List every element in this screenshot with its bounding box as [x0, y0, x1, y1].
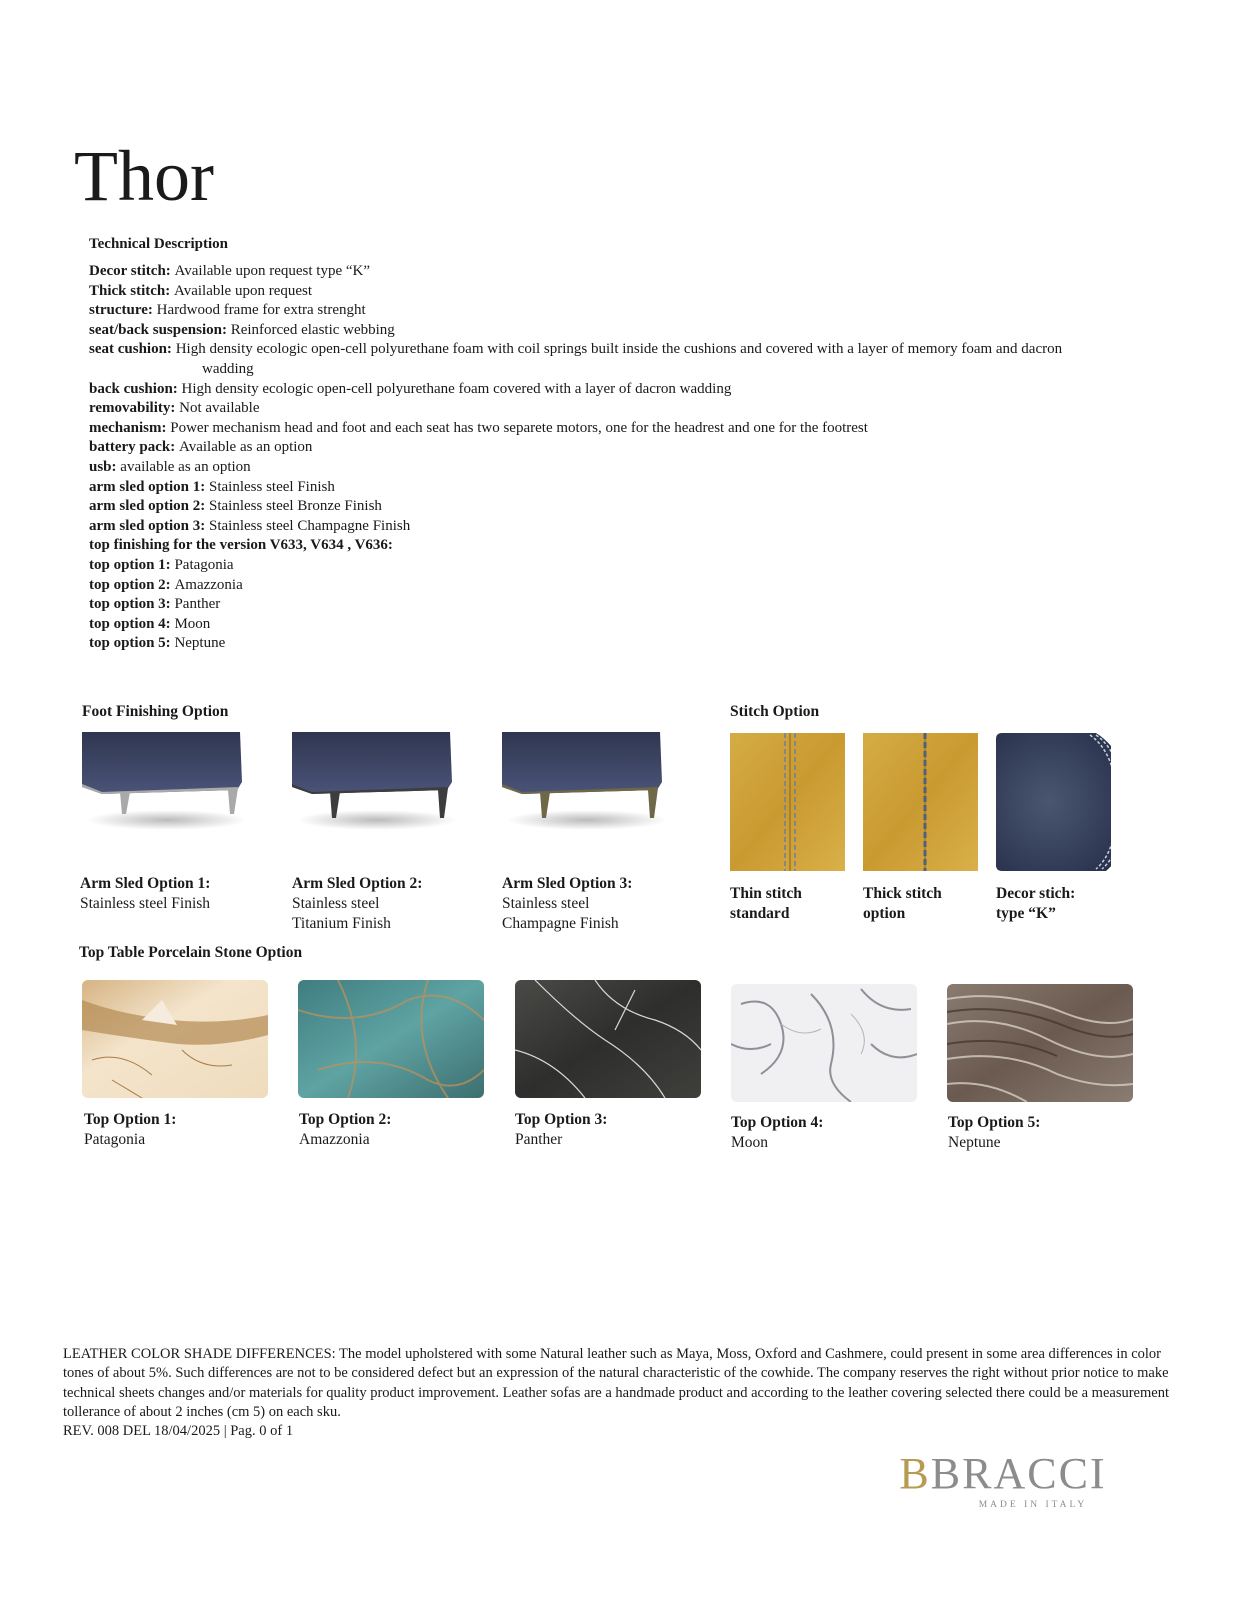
option-title: Arm Sled Option 2:	[292, 875, 423, 892]
spec-label: seat/back suspension:	[89, 321, 231, 338]
spec-value: Hardwood frame for extra strenght	[156, 302, 366, 319]
option-desc: Stainless steel	[502, 895, 590, 912]
spec-label: mechanism:	[89, 419, 171, 436]
option-title: Thin stitch	[730, 885, 802, 902]
stitch-thin-label	[730, 884, 802, 924]
spec-label: top option 1:	[89, 556, 175, 573]
stone-swatch-amazzonia	[298, 980, 484, 1098]
spec-value: Available as an option	[179, 439, 313, 456]
stitch-swatch-thin	[730, 733, 845, 871]
stone-swatch-moon	[731, 984, 917, 1102]
spec-label: back cushion:	[89, 380, 182, 397]
arm-sled-option-2-label	[292, 874, 422, 934]
spec-label: top option 4:	[89, 615, 175, 632]
option-desc: type “K”	[996, 905, 1056, 922]
option-desc: Moon	[731, 1134, 769, 1151]
revision-text: REV. 008 DEL 18/04/2025 | Pag. 0 of 1	[63, 1423, 294, 1439]
foot-finishing-title: Foot Finishing Option	[82, 703, 229, 720]
option-title: Top Option 1:	[84, 1111, 177, 1128]
spec-row	[89, 556, 1169, 576]
option-desc: Neptune	[948, 1134, 1001, 1151]
logo-wordmark	[878, 1449, 1128, 1498]
option-desc: Stainless steel	[292, 895, 380, 912]
top-option-2-label	[299, 1110, 391, 1150]
option-title: Top Option 3:	[515, 1111, 608, 1128]
spec-value: Stainless steel Champagne Finish	[209, 517, 411, 534]
spec-row	[89, 478, 1169, 498]
spec-value: Stainless steel Bronze Finish	[209, 498, 382, 515]
spec-value: Reinforced elastic webbing	[230, 321, 395, 338]
spec-value: High density ecologic open-cell polyurethane foam with coil springs built inside the cushions and covered with a layer of memory foam and dacron	[175, 341, 1063, 358]
spec-row	[89, 419, 1169, 439]
spec-row	[89, 340, 1169, 360]
spec-row	[89, 321, 1169, 341]
spec-value: Available upon request	[174, 282, 313, 299]
option-title: Arm Sled Option 3:	[502, 875, 633, 892]
option-desc: Champagne Finish	[502, 915, 619, 932]
spec-row	[89, 497, 1169, 517]
spec-label: seat cushion:	[89, 341, 176, 358]
spec-value: Amazzonia	[174, 576, 243, 593]
option-title: Top Option 2:	[299, 1111, 392, 1128]
spec-value: Available upon request type “K”	[174, 263, 371, 279]
stone-swatch-patagonia	[82, 980, 268, 1098]
option-title: Top Option 4:	[731, 1114, 824, 1131]
bracci-logo	[878, 1449, 1128, 1510]
logo-initial: B	[899, 1449, 931, 1498]
spec-row	[89, 634, 1169, 654]
option-desc: Titanium Finish	[292, 915, 391, 932]
spec-row	[89, 282, 1169, 302]
spec-value: Moon	[174, 615, 211, 632]
stitch-swatch-thick	[863, 733, 978, 871]
spec-label: Decor stitch:	[89, 263, 175, 279]
technical-description-heading: Technical Description	[89, 236, 229, 252]
spec-row	[89, 262, 1169, 282]
spec-row	[89, 301, 1169, 321]
spec-value: Stainless steel Finish	[209, 478, 335, 495]
stone-swatch-neptune	[947, 984, 1133, 1102]
stitch-swatch-decor	[996, 733, 1111, 871]
option-desc: standard	[730, 905, 790, 922]
spec-label: top option 2:	[89, 576, 175, 593]
spec-value: available as an option	[120, 458, 251, 475]
spec-list	[89, 262, 1169, 654]
top-table-title: Top Table Porcelain Stone Option	[79, 944, 303, 961]
foot-swatch-3	[502, 732, 666, 832]
option-desc: Amazzonia	[299, 1131, 370, 1148]
spec-row	[89, 517, 1169, 537]
top-option-3-label	[515, 1110, 607, 1150]
spec-value: wadding	[202, 360, 254, 377]
spec-label: arm sled option 1:	[89, 478, 209, 495]
disclaimer-text: LEATHER COLOR SHADE DIFFERENCES: The model upholstered with some Natural leather such as Maya, Moss, Oxford and Cashmere, could present in some area differences in color tones of about 5%. Such differences are not to be considered defect but an expression of the natural characteristic of the cowhide. The company reserves the right without prior notice to make technical sheets changes and/or materials for quality product improvement. Leather sofas are a handmade product and according to the leather covering selected there could be a measurement tollerance of about 2 inches (cm 5) on each sku.	[63, 1346, 1169, 1421]
option-title: Thick stitch	[863, 885, 942, 902]
spec-value: Neptune	[174, 635, 226, 652]
spec-row	[89, 399, 1169, 419]
option-desc: Stainless steel Finish	[80, 895, 211, 912]
spec-row	[89, 380, 1169, 400]
top-option-4-label	[731, 1113, 823, 1153]
option-title: Top Option 5:	[948, 1114, 1041, 1131]
option-desc: option	[863, 905, 906, 922]
arm-sled-option-1-label	[80, 874, 210, 914]
stitch-decor-label	[996, 884, 1075, 924]
spec-value: Power mechanism head and foot and each seat has two separete motors, one for the headrest and one for the footrest	[170, 419, 868, 436]
spec-row	[89, 576, 1169, 596]
spec-value: High density ecologic open-cell polyurethane foam covered with a layer of dacron wadding	[181, 380, 732, 397]
spec-row	[89, 595, 1169, 615]
stitch-option-title: Stitch Option	[730, 703, 820, 720]
spec-row-continuation	[89, 360, 1169, 380]
spec-label: arm sled option 3:	[89, 517, 209, 534]
option-title: Arm Sled Option 1:	[80, 875, 211, 892]
spec-label: removability:	[89, 400, 180, 417]
foot-swatch-2	[292, 732, 456, 832]
spec-label: usb:	[89, 458, 121, 475]
option-desc: Panther	[515, 1131, 563, 1148]
arm-sled-option-3-label	[502, 874, 632, 934]
spec-value: Patagonia	[174, 556, 234, 573]
spec-label: arm sled option 2:	[89, 498, 209, 515]
logo-tagline: MADE IN ITALY	[978, 1500, 1088, 1510]
spec-row	[89, 458, 1169, 478]
logo-brand: BRACCI	[930, 1449, 1107, 1498]
spec-label: top option 3:	[89, 596, 175, 613]
foot-swatch-1	[82, 732, 246, 832]
spec-label: top option 5:	[89, 635, 175, 652]
spec-label: Thick stitch:	[89, 282, 175, 299]
option-title: Decor stich:	[996, 885, 1076, 902]
stitch-thick-label	[863, 884, 942, 924]
spec-label: battery pack:	[89, 439, 179, 456]
top-option-1-label	[84, 1110, 176, 1150]
spec-row	[89, 615, 1169, 635]
spec-value: Not available	[179, 400, 260, 417]
spec-value: Panther	[174, 596, 221, 613]
top-option-5-label	[948, 1113, 1040, 1153]
stone-swatch-panther	[515, 980, 701, 1098]
spec-label: top finishing for the version V633, V634 , V636:	[89, 537, 397, 554]
page-title: Thor	[74, 136, 214, 216]
spec-row	[89, 536, 1169, 556]
option-desc: Patagonia	[84, 1131, 146, 1148]
spec-row	[89, 438, 1169, 458]
spec-label: structure:	[89, 302, 157, 319]
